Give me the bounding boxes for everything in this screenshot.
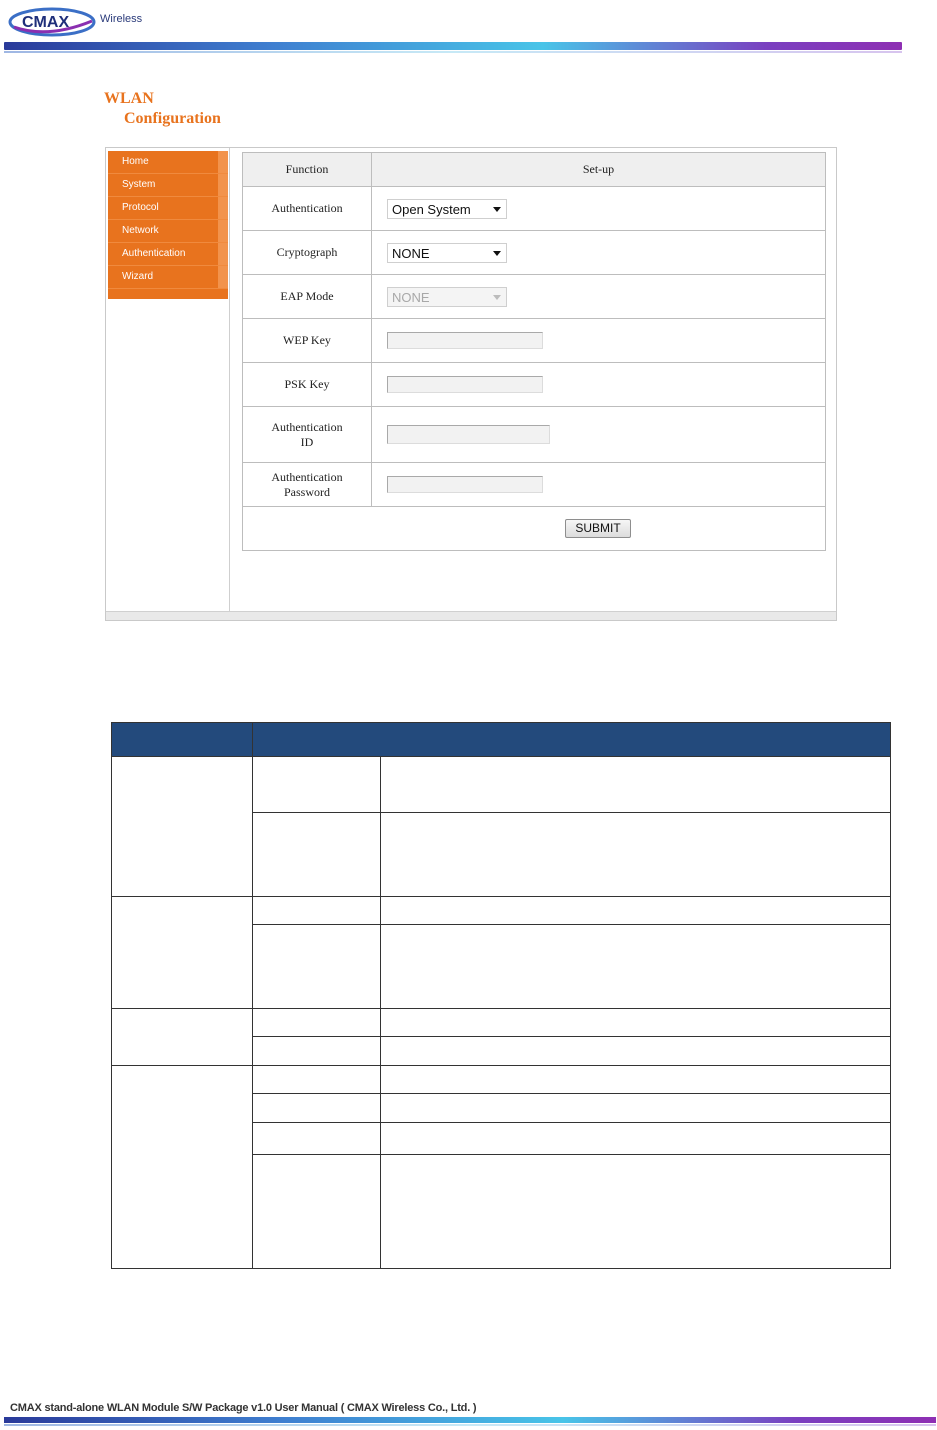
table-header-row: [243, 153, 826, 187]
cryptograph-label: Cryptograph: [243, 231, 372, 275]
table-row: [243, 275, 826, 319]
sidebar-item-authentication[interactable]: [108, 243, 228, 266]
authentication-select[interactable]: [387, 199, 507, 219]
table-cell: [381, 1066, 891, 1094]
table-header-row: [112, 723, 891, 757]
table-cell: [381, 1155, 891, 1269]
table-cell: [253, 1094, 381, 1123]
sidebar-item-tab: [218, 266, 228, 288]
authentication-label: Authentication: [243, 187, 372, 231]
page-title-line1: WLAN: [104, 90, 154, 107]
app-frame-bottom-bar: [106, 611, 836, 620]
authentication-select-value: Open System: [392, 201, 471, 217]
sidebar-item-label: Authentication: [122, 248, 186, 259]
sidebar-item-label: Home: [122, 156, 149, 167]
table-cell: [253, 1155, 381, 1269]
wlan-config-table: [242, 152, 826, 551]
table-cell: [253, 1009, 381, 1037]
table-row: [243, 507, 826, 551]
table-row: [112, 897, 891, 925]
table-cell: [381, 1123, 891, 1155]
description-table: [111, 722, 891, 1269]
table-row: [112, 1009, 891, 1037]
eap-mode-label: EAP Mode: [243, 275, 372, 319]
table-cell: [381, 1037, 891, 1066]
auth-id-label-line1: Authentication: [271, 419, 343, 434]
sidebar-item-tab: [218, 197, 228, 219]
table-cell: [381, 1094, 891, 1123]
psk-key-label: PSK Key: [243, 363, 372, 407]
auth-id-input[interactable]: [387, 425, 550, 444]
group-cell: [112, 757, 253, 897]
app-frame: [105, 147, 837, 621]
auth-password-label-line1: Authentication: [271, 469, 343, 484]
table-cell: [381, 925, 891, 1009]
sidebar-item-system[interactable]: [108, 174, 228, 197]
sidebar-item-network[interactable]: [108, 220, 228, 243]
chevron-down-icon: [493, 207, 501, 212]
auth-password-label-line2: Password: [283, 484, 330, 499]
brand-subtitle: Wireless: [100, 13, 143, 25]
sidebar-item-label: Wizard: [122, 271, 154, 282]
sidebar-item-label: System: [122, 179, 156, 190]
table-cell: [253, 757, 381, 813]
table-row: [112, 1066, 891, 1094]
table-cell: [381, 757, 891, 813]
group-cell: [112, 897, 253, 1009]
wep-key-label: WEP Key: [243, 319, 372, 363]
table-row: [243, 463, 826, 507]
table-row: [243, 363, 826, 407]
table-cell: [253, 1123, 381, 1155]
sidebar-item-label: Network: [122, 225, 159, 236]
sidebar-item-wizard[interactable]: [108, 266, 228, 289]
table-cell: [381, 813, 891, 897]
column-header-setup: Set-up: [372, 153, 826, 187]
sidebar-nav: [108, 151, 228, 299]
sidebar-item-protocol[interactable]: [108, 197, 228, 220]
table-cell: [253, 925, 381, 1009]
footer-text: CMAX stand-alone WLAN Module S/W Package v1.0 User Manual ( CMAX Wireless Co., Ltd. ): [10, 1402, 477, 1414]
table-cell: [253, 1066, 381, 1094]
sidebar-item-label: Protocol: [122, 202, 159, 213]
sidebar-item-tab: [218, 151, 228, 173]
wep-key-input[interactable]: [387, 332, 543, 349]
chevron-down-icon: [493, 251, 501, 256]
submit-button[interactable]: SUBMIT: [565, 519, 630, 538]
column-header-function: Function: [243, 153, 372, 187]
table-cell: [253, 1037, 381, 1066]
table-row: [243, 319, 826, 363]
sidebar-item-tab: [218, 220, 228, 242]
logo-text: CMAX: [22, 14, 70, 31]
cryptograph-select-value: NONE: [392, 245, 430, 261]
table-row: [243, 187, 826, 231]
eap-mode-select-value: NONE: [392, 289, 430, 305]
table-row: [243, 231, 826, 275]
psk-key-input[interactable]: [387, 376, 543, 393]
header-rule: [4, 42, 902, 50]
auth-id-label-line2: ID: [300, 434, 314, 449]
table-cell: [253, 813, 381, 897]
table-cell: [381, 1009, 891, 1037]
cmax-logo: [8, 5, 98, 39]
group-cell: [112, 1066, 253, 1269]
page-title-line2: Configuration: [124, 110, 221, 127]
eap-mode-select[interactable]: [387, 287, 507, 307]
sidebar-divider: [229, 148, 230, 612]
header-cell: [112, 723, 253, 757]
table-row: [243, 407, 826, 463]
group-cell: [112, 1009, 253, 1066]
table-row: [112, 757, 891, 813]
chevron-down-icon: [493, 295, 501, 300]
footer-rule: [4, 1417, 936, 1423]
table-cell: [253, 897, 381, 925]
sidebar-item-tab: [218, 174, 228, 196]
sidebar-item-home[interactable]: [108, 151, 228, 174]
sidebar-item-tab: [218, 243, 228, 265]
auth-password-input[interactable]: [387, 476, 543, 493]
header-cell: [253, 723, 891, 757]
cryptograph-select[interactable]: [387, 243, 507, 263]
table-cell: [381, 897, 891, 925]
